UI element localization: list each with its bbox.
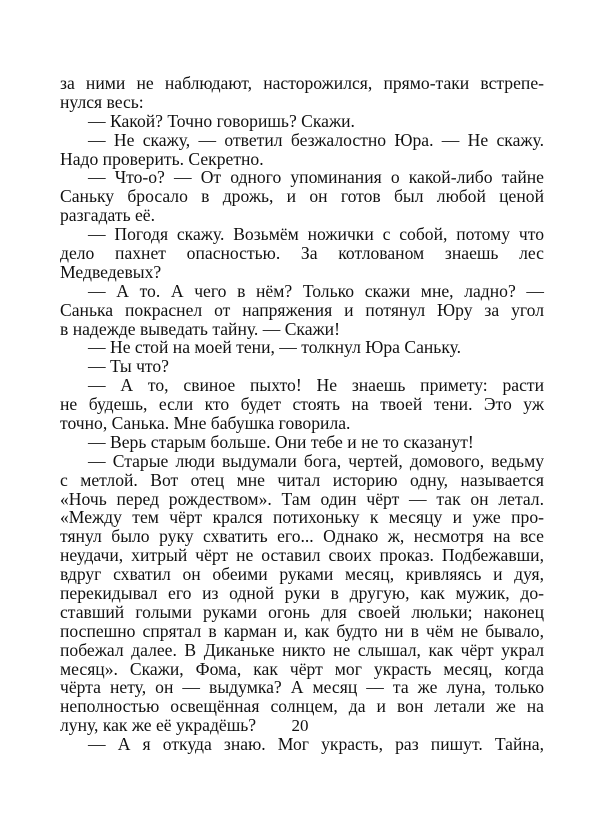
text-line: точно, Санька. Мне бабушка говорила. bbox=[60, 413, 351, 433]
text-line: перекидывал его из одной руки в другую, как мужик, до- bbox=[60, 583, 544, 603]
text-line: за ними не наблюдают, насторожился, прямо-таки встрепе- bbox=[60, 73, 544, 93]
text-line: разгадать её. bbox=[60, 205, 156, 226]
text-line: Санька покраснел от напряжения и потянул Юру за угол bbox=[60, 299, 544, 320]
text-line: в надежде выведать тайну. — Скажи! bbox=[60, 318, 340, 339]
text-line: — Погодя скажу. Возьмём ножички с собой, потому что bbox=[88, 224, 544, 245]
text-line: тянул было руку схватить его... Однако ж, несмотря на все bbox=[60, 526, 544, 547]
text-line: с метлой. Вот отец мне читал историю одну, называется bbox=[60, 469, 544, 490]
text-line: Надо проверить. Секретно. bbox=[60, 148, 264, 169]
text-line: — Не скажу, — ответил безжалостно Юра. — Не скажу. bbox=[88, 129, 544, 150]
text-line: — Что-о? — От одного упоминания о какой-либо тайне bbox=[88, 167, 544, 188]
text-line: — Старые люди выдумали бога, чертей, домового, ведьму bbox=[88, 450, 544, 471]
text-line: — А то. А чего в нём? Только скажи мне, ладно? — bbox=[88, 280, 544, 301]
text-line: ставший голыми руками огонь для своей люльки; наконец bbox=[60, 601, 544, 622]
text-line: вдруг схватил он обеими руками месяц, кривляясь и дуя, bbox=[60, 564, 544, 585]
text-line: — Какой? Точно говоришь? Скажи. bbox=[88, 110, 355, 131]
text-line: месяц». Скажи, Фома, как чёрт мог украсть месяц, когда bbox=[60, 658, 544, 679]
text-line: побежал далее. В Диканьке никто не слышал, как чёрт украл bbox=[60, 639, 544, 660]
text-line: нулся весь: bbox=[60, 91, 144, 112]
text-line: чёрта нету, он — выдумка? А месяц — та же луна, только bbox=[60, 677, 544, 698]
text-line: Саньку бросало в дрожь, и он готов был любой ценой bbox=[60, 186, 544, 207]
book-page-text bbox=[60, 74, 544, 754]
text-line: — Ты что? bbox=[88, 356, 169, 377]
page-number: 20 bbox=[291, 716, 309, 735]
text-line: — А я откуда знаю. Мог украсть, раз пишут. Тайна, bbox=[88, 734, 544, 755]
text-line: «Между тем чёрт крался потихоньку к месяцу и уже про- bbox=[60, 507, 544, 528]
text-line: — А то, свиное пыхто! Не знаешь примету: расти bbox=[88, 375, 544, 396]
text-line: — Верь старым больше. Они тебе и не то сказанут! bbox=[88, 431, 474, 452]
text-line: луну, как же её украдёшь? bbox=[60, 715, 257, 736]
text-line: неудачи, хитрый чёрт не оставил своих проказ. Подбежавши, bbox=[60, 545, 544, 566]
text-line: «Ночь перед рождеством». Там один чёрт — так он летал. bbox=[60, 488, 544, 509]
text-line: дело пахнет опасностью. За котлованом знаешь лес bbox=[60, 243, 544, 263]
text-line: — Не стой на моей тени, — толкнул Юра Саньку. bbox=[88, 337, 462, 358]
text-line: не будешь, если кто будет стоять на твоей тени. Это уж bbox=[60, 394, 544, 415]
text-line: поспешно спрятал в карман и, как будто ни в чём не бывало, bbox=[60, 620, 544, 641]
text-line: Медведевых? bbox=[60, 261, 162, 282]
text-line: неполностью освещённая солнцем, да и вон летали же на bbox=[60, 696, 544, 717]
